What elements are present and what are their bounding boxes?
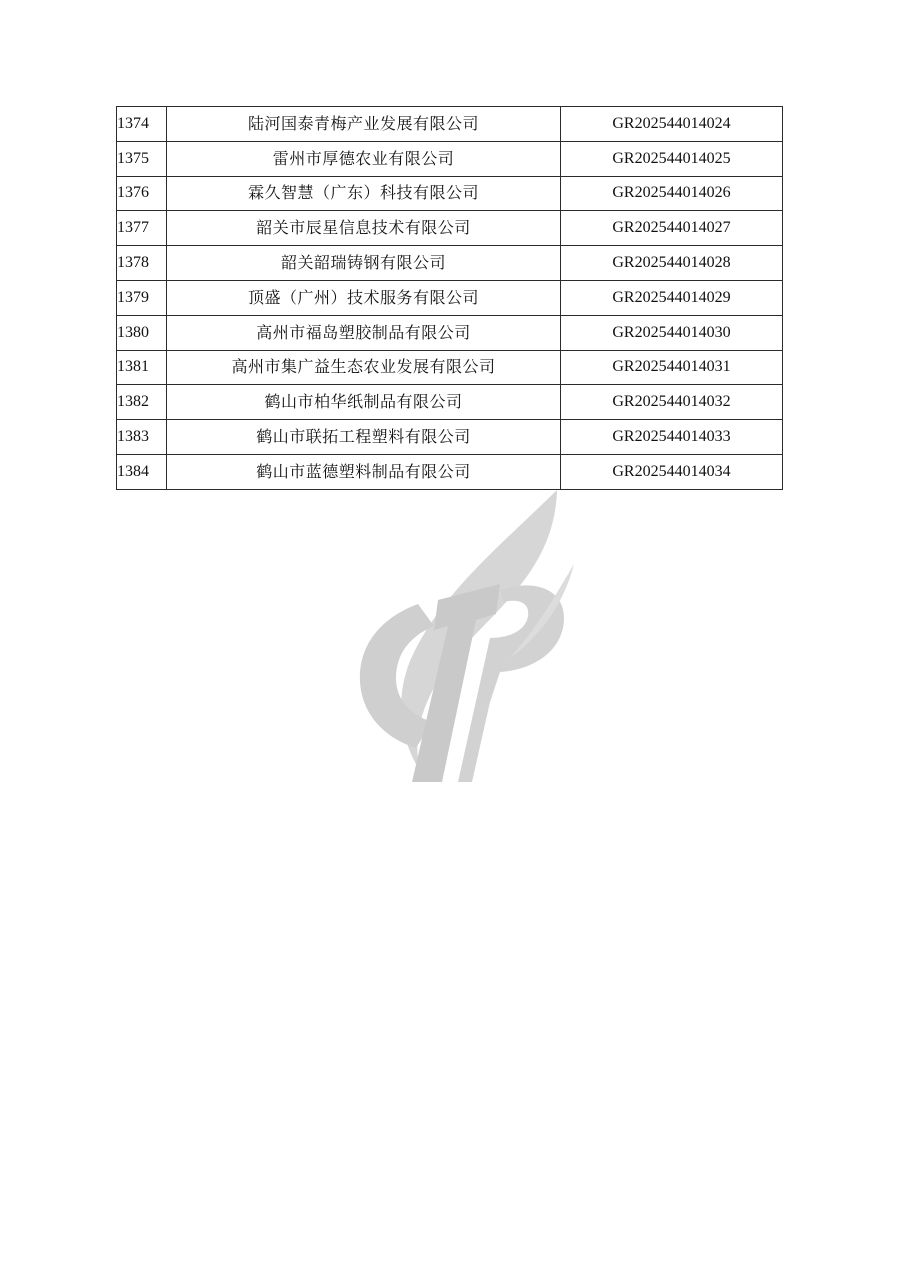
table-row bbox=[117, 454, 783, 489]
company-name-cell: 霖久智慧（广东）科技有限公司 bbox=[167, 176, 561, 211]
certificate-code-cell: GR202544014031 bbox=[561, 350, 783, 385]
row-number-cell: 1374 bbox=[117, 107, 167, 142]
row-number-cell: 1382 bbox=[117, 385, 167, 420]
ctp-logo-watermark-icon bbox=[350, 486, 582, 786]
certificate-code-cell: GR202544014025 bbox=[561, 141, 783, 176]
table-row bbox=[117, 211, 783, 246]
row-number-cell: 1375 bbox=[117, 141, 167, 176]
row-number-cell: 1380 bbox=[117, 315, 167, 350]
company-name-cell: 韶关市辰星信息技术有限公司 bbox=[167, 211, 561, 246]
row-number-cell: 1378 bbox=[117, 246, 167, 281]
row-number-cell: 1377 bbox=[117, 211, 167, 246]
company-name-cell: 鹤山市联拓工程塑料有限公司 bbox=[167, 420, 561, 455]
certificate-code-cell: GR202544014029 bbox=[561, 280, 783, 315]
certificate-code-cell: GR202544014027 bbox=[561, 211, 783, 246]
records-table-body bbox=[117, 107, 783, 490]
row-number-cell: 1384 bbox=[117, 454, 167, 489]
company-name-cell: 高州市福岛塑胶制品有限公司 bbox=[167, 315, 561, 350]
table-row bbox=[117, 350, 783, 385]
table-row bbox=[117, 420, 783, 455]
certificate-code-cell: GR202544014028 bbox=[561, 246, 783, 281]
certificate-code-cell: GR202544014033 bbox=[561, 420, 783, 455]
company-name-cell: 高州市集广益生态农业发展有限公司 bbox=[167, 350, 561, 385]
row-number-cell: 1379 bbox=[117, 280, 167, 315]
table-row bbox=[117, 141, 783, 176]
table-row bbox=[117, 176, 783, 211]
table-row bbox=[117, 280, 783, 315]
certificate-code-cell: GR202544014026 bbox=[561, 176, 783, 211]
company-name-cell: 韶关韶瑞铸钢有限公司 bbox=[167, 246, 561, 281]
row-number-cell: 1383 bbox=[117, 420, 167, 455]
table-row bbox=[117, 315, 783, 350]
row-number-cell: 1381 bbox=[117, 350, 167, 385]
certificate-code-cell: GR202544014024 bbox=[561, 107, 783, 142]
table-row bbox=[117, 246, 783, 281]
row-number-cell: 1376 bbox=[117, 176, 167, 211]
certificate-code-cell: GR202544014034 bbox=[561, 454, 783, 489]
records-table bbox=[116, 106, 783, 490]
certificate-code-cell: GR202544014030 bbox=[561, 315, 783, 350]
company-name-cell: 鹤山市柏华纸制品有限公司 bbox=[167, 385, 561, 420]
table-row bbox=[117, 107, 783, 142]
certificate-code-cell: GR202544014032 bbox=[561, 385, 783, 420]
company-name-cell: 鹤山市蓝德塑料制品有限公司 bbox=[167, 454, 561, 489]
company-name-cell: 陆河国泰青梅产业发展有限公司 bbox=[167, 107, 561, 142]
table-row bbox=[117, 385, 783, 420]
company-name-cell: 雷州市厚德农业有限公司 bbox=[167, 141, 561, 176]
company-name-cell: 顶盛（广州）技术服务有限公司 bbox=[167, 280, 561, 315]
